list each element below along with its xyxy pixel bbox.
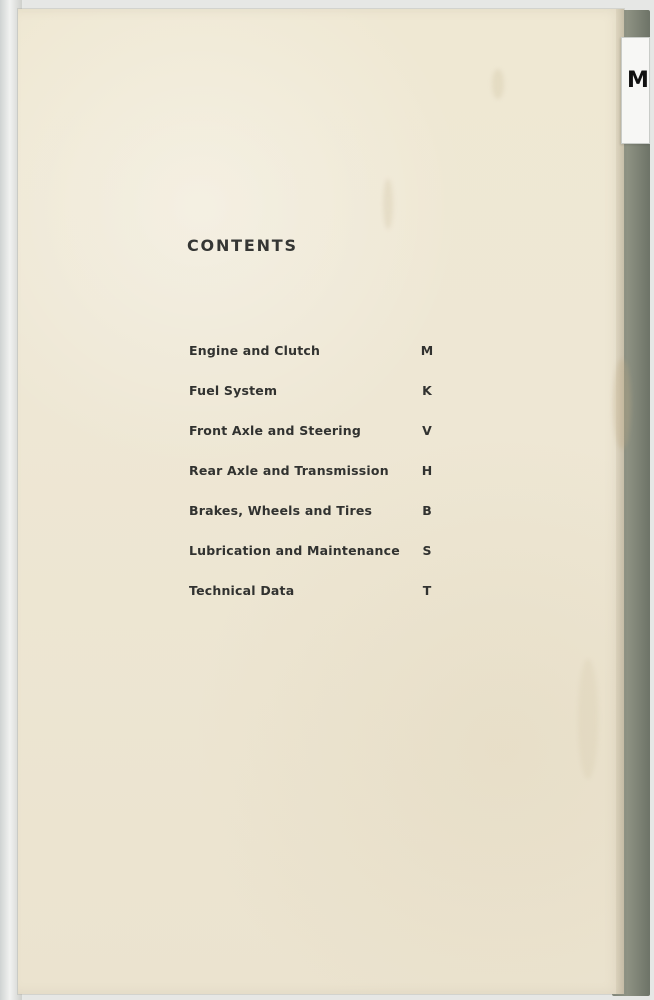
toc-entry-code: K	[422, 383, 432, 398]
page-edge-shadow	[616, 9, 624, 994]
section-tab-m	[621, 37, 650, 144]
paper-stain	[613, 359, 631, 449]
page-title: CONTENTS	[187, 236, 298, 255]
paper-stain	[383, 179, 393, 229]
paper-stain	[578, 659, 598, 779]
toc-entry-code: M	[420, 343, 434, 358]
section-tab-letter: M	[627, 68, 649, 93]
toc-entry-code: T	[422, 583, 432, 598]
toc-row	[189, 463, 439, 503]
toc-row	[189, 503, 439, 543]
toc-entry-code: S	[422, 543, 432, 558]
toc-row	[189, 423, 439, 463]
table-of-contents	[189, 343, 439, 623]
toc-entry-code: V	[422, 423, 432, 438]
toc-entry-label: Brakes, Wheels and Tires	[189, 503, 373, 518]
toc-entry-label: Engine and Clutch	[189, 343, 321, 358]
toc-entry-code: B	[422, 503, 432, 518]
toc-entry-label: Front Axle and Steering	[189, 423, 362, 438]
contents-page	[18, 9, 624, 994]
toc-entry-label: Lubrication and Maintenance	[189, 543, 400, 558]
toc-row	[189, 343, 439, 383]
toc-row	[189, 383, 439, 423]
toc-entry-label: Rear Axle and Transmission	[189, 463, 389, 478]
toc-row	[189, 583, 439, 623]
paper-stain	[492, 69, 504, 99]
toc-entry-label: Technical Data	[189, 583, 295, 598]
toc-entry-code: H	[421, 463, 433, 478]
toc-row	[189, 543, 439, 583]
toc-entry-label: Fuel System	[189, 383, 278, 398]
